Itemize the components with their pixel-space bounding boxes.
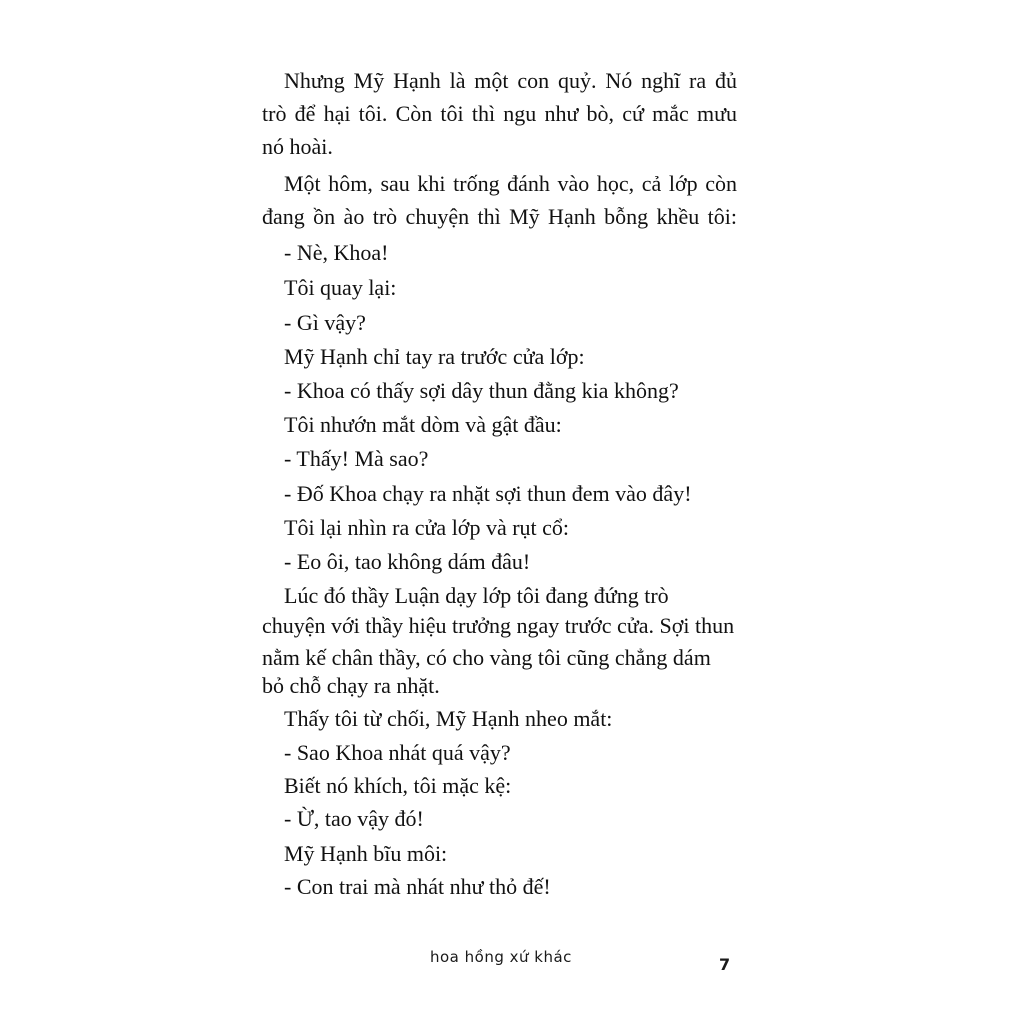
text-line: - Eo ôi, tao không dám đâu! xyxy=(284,549,531,574)
text-line: Một hôm, sau khi trống đánh vào học, cả lớp còn xyxy=(284,171,737,196)
text-line: trò để hại tôi. Còn tôi thì ngu như bò, cứ mắc mưu xyxy=(262,101,737,126)
text-line: Mỹ Hạnh chỉ tay ra trước cửa lớp: xyxy=(284,344,585,369)
text-line: - Đố Khoa chạy ra nhặt sợi thun đem vào đây! xyxy=(284,481,692,506)
text-line: - Thấy! Mà sao? xyxy=(284,446,429,471)
text-line: Mỹ Hạnh bĩu môi: xyxy=(284,841,448,866)
text-line: Thấy tôi từ chối, Mỹ Hạnh nheo mắt: xyxy=(284,706,613,731)
text-line: - Sao Khoa nhát quá vậy? xyxy=(284,740,511,765)
text-line: - Nè, Khoa! xyxy=(284,240,389,265)
text-line: chuyện với thầy hiệu trưởng ngay trước cửa. Sợi thun xyxy=(262,613,735,638)
text-line: Tôi quay lại: xyxy=(284,275,397,300)
text-line: - Khoa có thấy sợi dây thun đằng kia không? xyxy=(284,378,679,403)
text-line: - Gì vậy? xyxy=(284,310,366,335)
text-line: đang ồn ào trò chuyện thì Mỹ Hạnh bỗng khều tôi: xyxy=(262,204,737,229)
text-line: Biết nó khích, tôi mặc kệ: xyxy=(284,773,512,798)
page-number: 7 xyxy=(719,955,731,974)
text-line: - Con trai mà nhát như thỏ đế! xyxy=(284,874,551,899)
text-line: - Ừ, tao vậy đó! xyxy=(284,806,424,831)
text-line: bỏ chỗ chạy ra nhặt. xyxy=(262,673,440,698)
text-line: Tôi nhướn mắt dòm và gật đầu: xyxy=(284,412,562,437)
text-line: Lúc đó thầy Luận dạy lớp tôi đang đứng trò xyxy=(284,583,669,608)
running-footer-title: hoa hồng xứ khác xyxy=(430,948,572,966)
text-line: nó hoài. xyxy=(262,134,333,159)
text-line: Tôi lại nhìn ra cửa lớp và rụt cổ: xyxy=(284,515,570,540)
text-line: nằm kế chân thầy, có cho vàng tôi cũng chẳng dám xyxy=(262,645,711,670)
text-line: Nhưng Mỹ Hạnh là một con quỷ. Nó nghĩ ra đủ xyxy=(284,68,737,93)
